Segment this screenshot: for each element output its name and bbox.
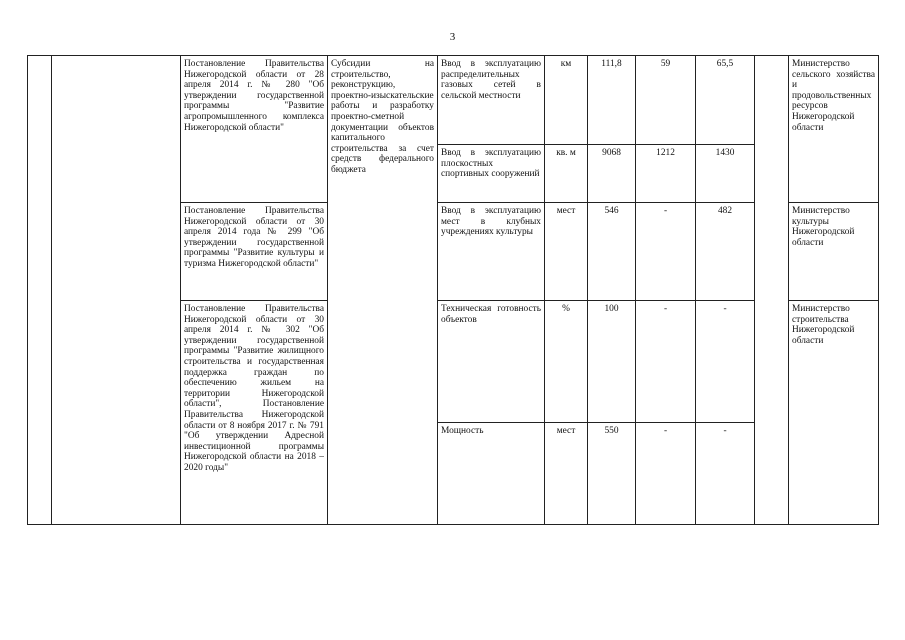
ministry-cell: Министерство строительства Нижегородской области [789,301,879,525]
index-cell [28,56,52,525]
indicator-unit: мест [545,423,588,525]
page-number: 3 [449,31,456,43]
empty-cell [755,56,789,525]
indicator-value-2: 1212 [636,145,696,203]
basis-cell: Постановление Правительства Нижегородской области от 30 апреля 2014 года № 299 "Об утверждении государственной программы "Развитие культуры и туризма Нижегородской области" [181,203,328,301]
indicator-name: Ввод в эксплуатацию распределительных газовых сетей в сельской местности [438,56,545,145]
indicator-value-1: 550 [588,423,636,525]
indicator-unit: % [545,301,588,423]
indicator-value-3: 1430 [696,145,755,203]
funding-cell: Субсидии на строительство, реконструкцию, проектно-изыскательские работы и разработку проектно-сметной документации объектов капитального строительства за счет средств федерального бюджета [328,56,438,525]
table-row [28,56,879,145]
indicator-value-2: - [636,423,696,525]
ministry-cell: Министерство сельского хозяйства и продовольственных ресурсов Нижегородской области [789,56,879,203]
indicator-value-3: - [696,301,755,423]
indicator-value-2: 59 [636,56,696,145]
indicator-name: Ввод в эксплуатацию плоскостных спортивных сооружений [438,145,545,203]
program-table [27,55,879,525]
indicator-unit: км [545,56,588,145]
indicator-value-3: 482 [696,203,755,301]
indicator-unit: кв. м [545,145,588,203]
indicator-value-1: 111,8 [588,56,636,145]
indicator-value-1: 546 [588,203,636,301]
indicator-value-2: - [636,301,696,423]
basis-cell: Постановление Правительства Нижегородской области от 30 апреля 2014 г. № 302 "Об утверждении государственной программы "Развитие жилищного строительства и государственная поддержка граждан по обеспечению жильем на территории Нижегородской области", Постановление Правительства Нижегородской области от 8 ноября 2017 г. № 791 "Об утверждении Адресной инвестиционной программы Нижегородской области на 2018 – 2020 годы" [181,301,328,525]
indicator-value-1: 9068 [588,145,636,203]
indicator-value-3: 65,5 [696,56,755,145]
indicator-value-2: - [636,203,696,301]
indicator-name: Ввод в эксплуатацию мест в клубных учреждениях культуры [438,203,545,301]
indicator-name: Техническая готовность объектов [438,301,545,423]
indicator-value-3: - [696,423,755,525]
indicator-value-1: 100 [588,301,636,423]
basis-cell: Постановление Правительства Нижегородской области от 28 апреля 2014 г. № 280 "Об утверждении государственной программы "Развитие агропромышленного комплекса Нижегородской области" [181,56,328,203]
ministry-cell: Министерство культуры Нижегородской области [789,203,879,301]
program-cell [52,56,181,525]
indicator-name: Мощность [438,423,545,525]
indicator-unit: мест [545,203,588,301]
